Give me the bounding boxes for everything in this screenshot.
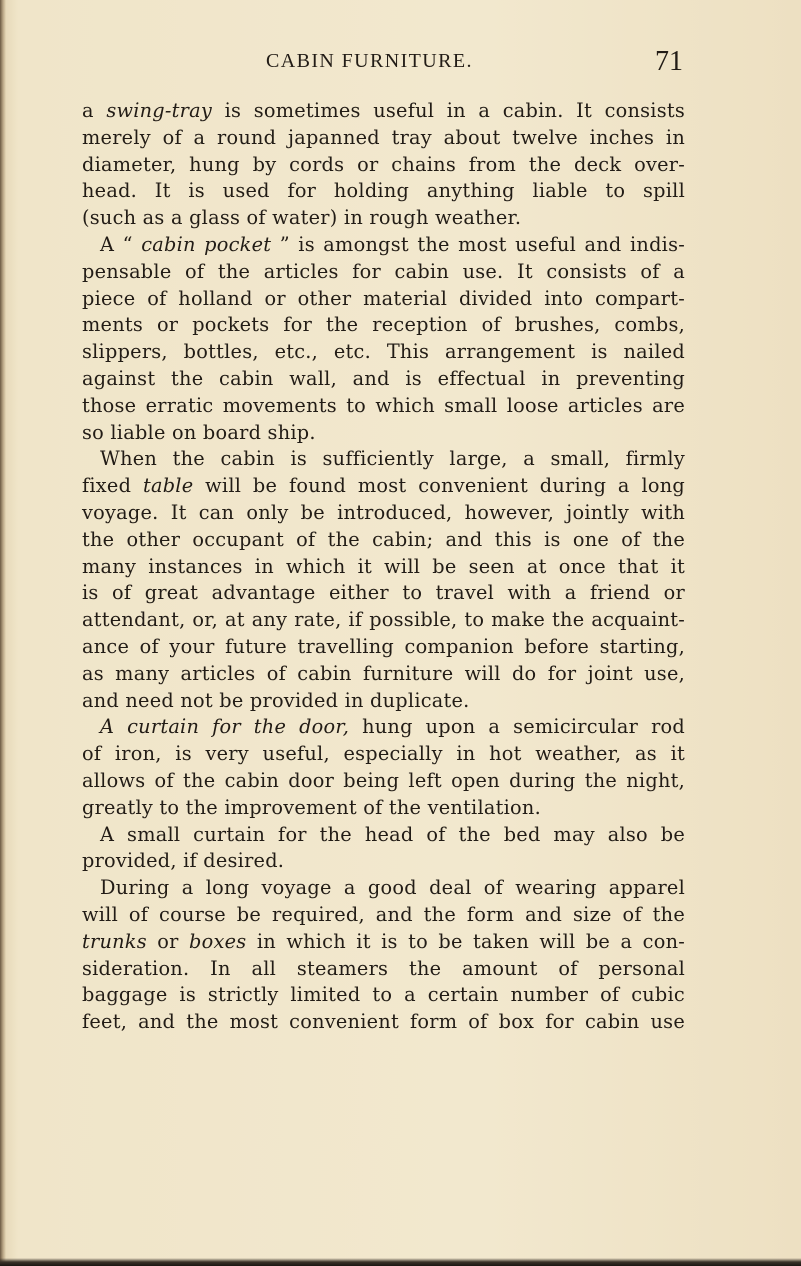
text-line (82, 259, 685, 286)
text-line (82, 714, 685, 741)
text-run: is sometimes useful in a cabin. It consists (212, 99, 686, 122)
text-line (82, 125, 685, 152)
text-line (82, 607, 685, 634)
text-run: ” is amongst the most useful and indis- (271, 232, 685, 256)
text-line (82, 473, 685, 500)
text-run: piece of holland or other material divided into compart- (82, 286, 685, 310)
italic-phrase: table (142, 474, 194, 498)
text-run: against the cabin wall, and is effectual in preventing (82, 366, 685, 390)
text-line (82, 205, 685, 232)
italic-phrase: trunks (82, 929, 147, 953)
text-run: voyage. It can only be introduced, however, jointly with (82, 500, 685, 524)
text-line (82, 795, 685, 822)
text-line (82, 768, 685, 795)
text-run: the other occupant of the cabin; and this is one of the (82, 527, 685, 551)
text-line (82, 634, 685, 661)
italic-phrase: A curtain for the door, (100, 715, 350, 739)
text-run: or (146, 929, 190, 953)
text-run: A small curtain for the head of the bed may also be (100, 822, 685, 846)
text-line (82, 527, 685, 554)
text-run: feet, and the most convenient form of box for cabin use (82, 1010, 685, 1034)
text-line (82, 500, 685, 527)
binding-shadow (0, 0, 6, 1266)
text-line (82, 929, 685, 956)
text-run: in which it is to be taken will be a con- (246, 929, 685, 953)
text-line (82, 741, 685, 768)
text-run: slippers, bottles, etc., etc. This arrangement is nailed (82, 340, 685, 364)
text-run: is of great advantage either to travel with a friend or (82, 581, 685, 605)
text-run: many instances in which it will be seen at once that it (82, 554, 685, 578)
text-line (82, 875, 685, 902)
text-run: so liable on board ship. (82, 420, 316, 444)
text-run: When the cabin is sufficiently large, a small, firmly (100, 447, 685, 471)
text-run: ance of your future travelling companion before starting, (82, 634, 685, 658)
text-run: head. It is used for holding anything liable to spill (82, 179, 685, 203)
text-line (82, 554, 685, 581)
text-run: as many articles of cabin furniture will do for joint use, (82, 661, 685, 685)
text-run: those erratic movements to which small loose articles are (82, 393, 685, 417)
text-line (82, 688, 685, 715)
text-run: attendant, or, at any rate, if possible, to make the acquaint- (82, 608, 685, 632)
text-line (82, 956, 685, 983)
italic-phrase: boxes (189, 929, 247, 953)
text-run: During a long voyage a good deal of wearing apparel (100, 876, 685, 900)
text-run: will be found most convenient during a long (193, 474, 685, 498)
text-line (82, 339, 685, 366)
text-run: pensable of the articles for cabin use. It consists of a (82, 259, 685, 283)
text-line (82, 312, 685, 339)
italic-phrase: swing-tray (106, 99, 213, 122)
text-run: ments or pockets for the reception of brushes, combs, (82, 313, 685, 337)
text-run: A “ (100, 232, 142, 256)
page-header (0, 46, 801, 80)
page-number: 71 (655, 46, 683, 77)
text-line (82, 98, 685, 125)
text-line (82, 661, 685, 688)
text-line (82, 822, 685, 849)
italic-phrase: cabin pocket (141, 232, 272, 256)
text-line (82, 420, 685, 447)
text-line (82, 1009, 685, 1036)
text-line (82, 848, 685, 875)
text-run: will of course be required, and the form and size of the (82, 902, 685, 926)
text-run: diameter, hung by cords or chains from the deck over- (82, 152, 685, 176)
text-run: sideration. In all steamers the amount of personal (82, 956, 685, 980)
text-run: merely of a round japanned tray about twelve inches in (82, 125, 685, 149)
text-run: of iron, is very useful, especially in hot weather, as it (82, 742, 685, 766)
text-line (82, 580, 685, 607)
text-line (82, 152, 685, 179)
text-line (82, 366, 685, 393)
running-head: CABIN FURNITURE. (266, 50, 473, 72)
text-run: and need not be provided in duplicate. (82, 688, 470, 712)
body-text (82, 98, 685, 1036)
text-line (82, 446, 685, 473)
text-line (82, 178, 685, 205)
text-run: a (82, 99, 107, 122)
text-run: fixed (82, 474, 143, 498)
text-line (82, 902, 685, 929)
text-run: (such as a glass of water) in rough weather. (82, 206, 522, 230)
text-line (82, 982, 685, 1009)
text-run: provided, if desired. (82, 849, 285, 873)
text-run: baggage is strictly limited to a certain number of cubic (82, 983, 685, 1007)
text-run: greatly to the improvement of the ventilation. (82, 795, 541, 819)
text-line (82, 286, 685, 313)
text-run: hung upon a semicircular rod (349, 715, 685, 739)
text-line (82, 393, 685, 420)
page-bottom-edge (0, 1258, 801, 1266)
text-line (82, 232, 685, 259)
text-run: allows of the cabin door being left open during the night, (82, 768, 685, 792)
